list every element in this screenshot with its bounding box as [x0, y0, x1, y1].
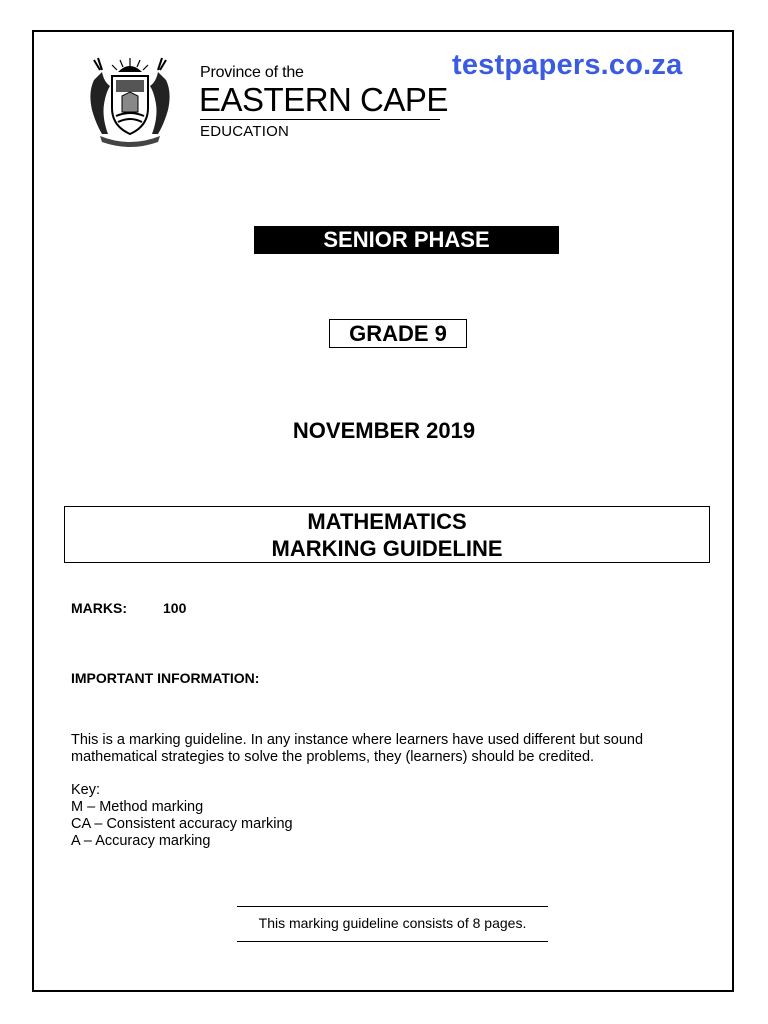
- province-line1: Province of the: [200, 64, 304, 81]
- key-label: Key:: [71, 782, 101, 798]
- footer-rule-bottom: [237, 941, 548, 942]
- page-count-note: This marking guideline consists of 8 pages.: [258, 915, 527, 931]
- key-item-method: M – Method marking: [71, 799, 204, 815]
- info-paragraph: This is a marking guideline. In any instance where learners have used different but sound mathematical strategies to solve the problems, they (learners) should be credited.: [71, 732, 644, 765]
- key-list: [71, 782, 293, 850]
- phase-banner: SENIOR PHASE: [254, 226, 559, 254]
- subject-title: MATHEMATICS: [307, 509, 467, 534]
- coat-of-arms-icon: [80, 52, 180, 152]
- department-name: EDUCATION: [200, 123, 290, 140]
- key-item-accuracy: A – Accuracy marking: [71, 833, 211, 849]
- marks-value: 100: [163, 600, 187, 616]
- footer-rule-top: [237, 906, 548, 907]
- marks-label: MARKS:: [71, 600, 127, 616]
- key-item-consistent-accuracy: CA – Consistent accuracy marking: [71, 816, 293, 832]
- province-name: EASTERN CAPE: [199, 81, 448, 118]
- exam-date: NOVEMBER 2019: [292, 418, 476, 443]
- document-type: MARKING GUIDELINE: [271, 536, 503, 561]
- info-heading: IMPORTANT INFORMATION:: [71, 670, 260, 686]
- watermark-link[interactable]: testpapers.co.za: [452, 49, 683, 81]
- province-divider: [200, 119, 440, 120]
- grade-box: GRADE 9: [329, 319, 467, 348]
- subject-box: [64, 506, 710, 563]
